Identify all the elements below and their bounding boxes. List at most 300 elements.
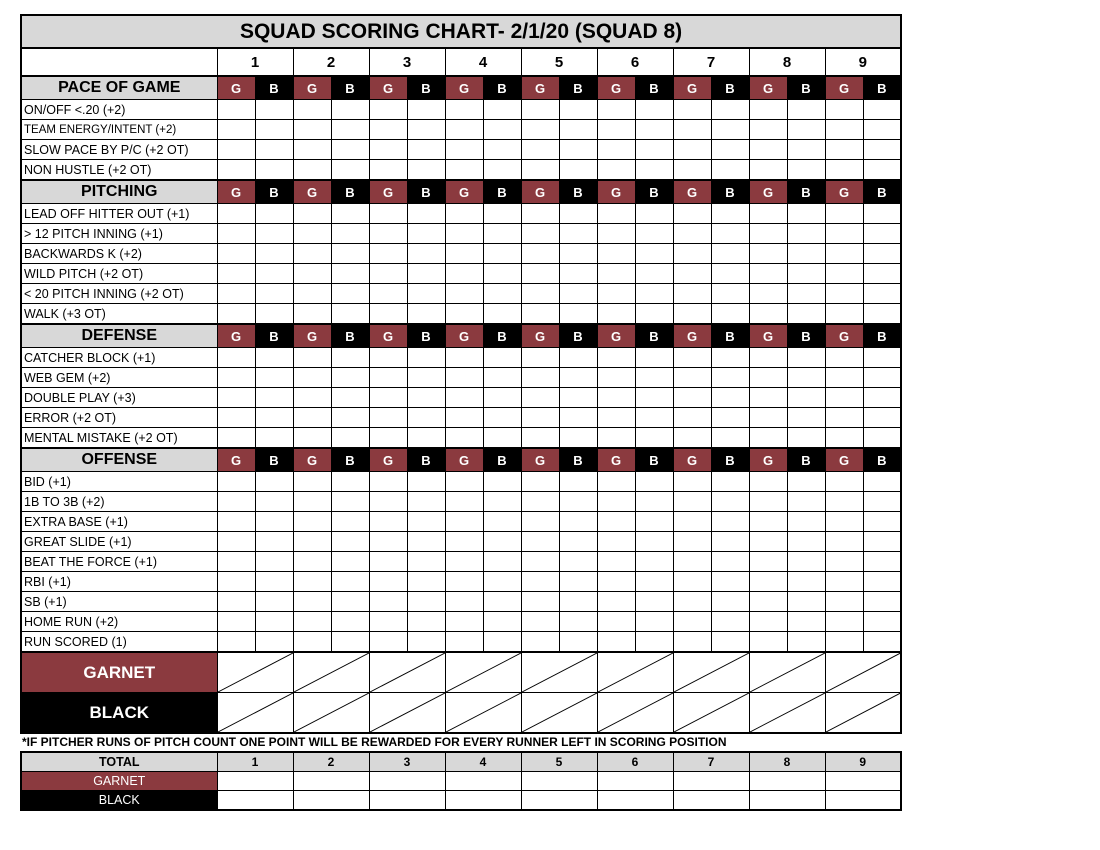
score-cell[interactable] <box>825 160 863 181</box>
total-cell[interactable] <box>521 772 597 791</box>
score-cell[interactable] <box>331 304 369 325</box>
inning-garnet-score-cell[interactable] <box>749 652 825 693</box>
score-cell[interactable] <box>217 572 255 592</box>
score-cell[interactable] <box>787 304 825 325</box>
score-cell[interactable] <box>635 160 673 181</box>
score-cell[interactable] <box>255 204 293 224</box>
score-cell[interactable] <box>483 284 521 304</box>
score-cell[interactable] <box>521 472 559 492</box>
score-cell[interactable] <box>711 244 749 264</box>
score-cell[interactable] <box>445 592 483 612</box>
score-cell[interactable] <box>559 120 597 140</box>
score-cell[interactable] <box>787 532 825 552</box>
score-cell[interactable] <box>331 120 369 140</box>
inning-garnet-score-cell[interactable] <box>597 652 673 693</box>
score-cell[interactable] <box>445 512 483 532</box>
score-cell[interactable] <box>597 388 635 408</box>
score-cell[interactable] <box>787 100 825 120</box>
score-cell[interactable] <box>711 492 749 512</box>
score-cell[interactable] <box>559 368 597 388</box>
score-cell[interactable] <box>825 304 863 325</box>
score-cell[interactable] <box>863 632 901 653</box>
score-cell[interactable] <box>825 264 863 284</box>
score-cell[interactable] <box>635 472 673 492</box>
score-cell[interactable] <box>521 492 559 512</box>
score-cell[interactable] <box>255 612 293 632</box>
score-cell[interactable] <box>255 284 293 304</box>
score-cell[interactable] <box>293 160 331 181</box>
score-cell[interactable] <box>749 224 787 244</box>
inning-black-score-cell[interactable] <box>673 693 749 734</box>
score-cell[interactable] <box>863 552 901 572</box>
score-cell[interactable] <box>483 348 521 368</box>
total-cell[interactable] <box>749 772 825 791</box>
score-cell[interactable] <box>597 552 635 572</box>
score-cell[interactable] <box>635 428 673 449</box>
inning-black-score-cell[interactable] <box>597 693 673 734</box>
score-cell[interactable] <box>293 204 331 224</box>
score-cell[interactable] <box>521 532 559 552</box>
score-cell[interactable] <box>369 532 407 552</box>
score-cell[interactable] <box>749 572 787 592</box>
score-cell[interactable] <box>445 552 483 572</box>
score-cell[interactable] <box>597 204 635 224</box>
score-cell[interactable] <box>293 428 331 449</box>
score-cell[interactable] <box>559 224 597 244</box>
score-cell[interactable] <box>293 368 331 388</box>
score-cell[interactable] <box>825 368 863 388</box>
score-cell[interactable] <box>445 612 483 632</box>
total-cell[interactable] <box>521 791 597 811</box>
score-cell[interactable] <box>407 408 445 428</box>
inning-garnet-score-cell[interactable] <box>217 652 293 693</box>
score-cell[interactable] <box>825 472 863 492</box>
score-cell[interactable] <box>407 388 445 408</box>
score-cell[interactable] <box>293 264 331 284</box>
score-cell[interactable] <box>331 532 369 552</box>
score-cell[interactable] <box>749 532 787 552</box>
score-cell[interactable] <box>711 572 749 592</box>
score-cell[interactable] <box>293 140 331 160</box>
score-cell[interactable] <box>331 160 369 181</box>
score-cell[interactable] <box>407 140 445 160</box>
score-cell[interactable] <box>825 204 863 224</box>
score-cell[interactable] <box>711 204 749 224</box>
score-cell[interactable] <box>711 612 749 632</box>
score-cell[interactable] <box>749 140 787 160</box>
score-cell[interactable] <box>673 264 711 284</box>
score-cell[interactable] <box>559 512 597 532</box>
score-cell[interactable] <box>749 368 787 388</box>
score-cell[interactable] <box>749 160 787 181</box>
score-cell[interactable] <box>255 244 293 264</box>
score-cell[interactable] <box>863 388 901 408</box>
score-cell[interactable] <box>863 264 901 284</box>
score-cell[interactable] <box>749 512 787 532</box>
score-cell[interactable] <box>673 348 711 368</box>
score-cell[interactable] <box>635 368 673 388</box>
score-cell[interactable] <box>293 284 331 304</box>
score-cell[interactable] <box>293 512 331 532</box>
total-cell[interactable] <box>825 772 901 791</box>
total-cell[interactable] <box>673 772 749 791</box>
score-cell[interactable] <box>407 304 445 325</box>
score-cell[interactable] <box>787 348 825 368</box>
score-cell[interactable] <box>863 428 901 449</box>
total-cell[interactable] <box>749 791 825 811</box>
score-cell[interactable] <box>711 512 749 532</box>
score-cell[interactable] <box>825 632 863 653</box>
score-cell[interactable] <box>521 204 559 224</box>
score-cell[interactable] <box>673 612 711 632</box>
score-cell[interactable] <box>407 472 445 492</box>
score-cell[interactable] <box>369 348 407 368</box>
score-cell[interactable] <box>711 552 749 572</box>
score-cell[interactable] <box>863 140 901 160</box>
score-cell[interactable] <box>597 612 635 632</box>
score-cell[interactable] <box>521 388 559 408</box>
score-cell[interactable] <box>597 264 635 284</box>
score-cell[interactable] <box>825 532 863 552</box>
inning-garnet-score-cell[interactable] <box>445 652 521 693</box>
inning-garnet-score-cell[interactable] <box>369 652 445 693</box>
score-cell[interactable] <box>863 532 901 552</box>
score-cell[interactable] <box>825 120 863 140</box>
score-cell[interactable] <box>255 348 293 368</box>
score-cell[interactable] <box>863 120 901 140</box>
score-cell[interactable] <box>749 304 787 325</box>
score-cell[interactable] <box>711 472 749 492</box>
score-cell[interactable] <box>407 368 445 388</box>
score-cell[interactable] <box>749 120 787 140</box>
score-cell[interactable] <box>787 472 825 492</box>
inning-garnet-score-cell[interactable] <box>825 652 901 693</box>
score-cell[interactable] <box>217 140 255 160</box>
score-cell[interactable] <box>255 492 293 512</box>
score-cell[interactable] <box>559 572 597 592</box>
score-cell[interactable] <box>559 204 597 224</box>
score-cell[interactable] <box>559 160 597 181</box>
total-cell[interactable] <box>293 791 369 811</box>
score-cell[interactable] <box>825 492 863 512</box>
score-cell[interactable] <box>331 512 369 532</box>
score-cell[interactable] <box>635 244 673 264</box>
score-cell[interactable] <box>673 224 711 244</box>
inning-black-score-cell[interactable] <box>825 693 901 734</box>
score-cell[interactable] <box>521 612 559 632</box>
score-cell[interactable] <box>559 100 597 120</box>
score-cell[interactable] <box>787 120 825 140</box>
score-cell[interactable] <box>521 368 559 388</box>
score-cell[interactable] <box>863 572 901 592</box>
score-cell[interactable] <box>255 388 293 408</box>
score-cell[interactable] <box>331 224 369 244</box>
score-cell[interactable] <box>255 304 293 325</box>
score-cell[interactable] <box>749 284 787 304</box>
score-cell[interactable] <box>825 572 863 592</box>
score-cell[interactable] <box>369 264 407 284</box>
inning-black-score-cell[interactable] <box>521 693 597 734</box>
score-cell[interactable] <box>445 120 483 140</box>
score-cell[interactable] <box>407 224 445 244</box>
score-cell[interactable] <box>597 532 635 552</box>
score-cell[interactable] <box>255 592 293 612</box>
score-cell[interactable] <box>293 532 331 552</box>
score-cell[interactable] <box>445 492 483 512</box>
score-cell[interactable] <box>559 428 597 449</box>
score-cell[interactable] <box>635 592 673 612</box>
score-cell[interactable] <box>217 408 255 428</box>
score-cell[interactable] <box>673 244 711 264</box>
score-cell[interactable] <box>635 100 673 120</box>
score-cell[interactable] <box>711 264 749 284</box>
score-cell[interactable] <box>331 264 369 284</box>
score-cell[interactable] <box>483 472 521 492</box>
score-cell[interactable] <box>711 632 749 653</box>
score-cell[interactable] <box>369 552 407 572</box>
score-cell[interactable] <box>217 244 255 264</box>
score-cell[interactable] <box>635 632 673 653</box>
score-cell[interactable] <box>369 120 407 140</box>
score-cell[interactable] <box>483 160 521 181</box>
score-cell[interactable] <box>217 348 255 368</box>
score-cell[interactable] <box>787 408 825 428</box>
score-cell[interactable] <box>635 388 673 408</box>
score-cell[interactable] <box>255 224 293 244</box>
score-cell[interactable] <box>483 612 521 632</box>
score-cell[interactable] <box>369 368 407 388</box>
score-cell[interactable] <box>293 612 331 632</box>
score-cell[interactable] <box>217 100 255 120</box>
score-cell[interactable] <box>293 552 331 572</box>
score-cell[interactable] <box>559 532 597 552</box>
score-cell[interactable] <box>369 632 407 653</box>
score-cell[interactable] <box>483 140 521 160</box>
score-cell[interactable] <box>825 140 863 160</box>
score-cell[interactable] <box>331 348 369 368</box>
score-cell[interactable] <box>749 632 787 653</box>
score-cell[interactable] <box>293 472 331 492</box>
score-cell[interactable] <box>559 552 597 572</box>
score-cell[interactable] <box>369 160 407 181</box>
total-cell[interactable] <box>597 772 673 791</box>
score-cell[interactable] <box>863 304 901 325</box>
score-cell[interactable] <box>673 592 711 612</box>
score-cell[interactable] <box>787 224 825 244</box>
score-cell[interactable] <box>483 100 521 120</box>
score-cell[interactable] <box>749 428 787 449</box>
score-cell[interactable] <box>255 472 293 492</box>
score-cell[interactable] <box>673 552 711 572</box>
score-cell[interactable] <box>521 592 559 612</box>
score-cell[interactable] <box>863 284 901 304</box>
score-cell[interactable] <box>217 388 255 408</box>
score-cell[interactable] <box>217 284 255 304</box>
score-cell[interactable] <box>293 492 331 512</box>
score-cell[interactable] <box>787 612 825 632</box>
score-cell[interactable] <box>483 264 521 284</box>
score-cell[interactable] <box>407 428 445 449</box>
score-cell[interactable] <box>711 388 749 408</box>
score-cell[interactable] <box>217 368 255 388</box>
score-cell[interactable] <box>749 204 787 224</box>
score-cell[interactable] <box>749 388 787 408</box>
score-cell[interactable] <box>331 632 369 653</box>
score-cell[interactable] <box>407 632 445 653</box>
score-cell[interactable] <box>635 348 673 368</box>
score-cell[interactable] <box>369 204 407 224</box>
score-cell[interactable] <box>217 592 255 612</box>
score-cell[interactable] <box>559 592 597 612</box>
score-cell[interactable] <box>711 304 749 325</box>
score-cell[interactable] <box>445 100 483 120</box>
score-cell[interactable] <box>749 264 787 284</box>
score-cell[interactable] <box>597 368 635 388</box>
score-cell[interactable] <box>787 552 825 572</box>
score-cell[interactable] <box>483 492 521 512</box>
score-cell[interactable] <box>673 100 711 120</box>
score-cell[interactable] <box>825 428 863 449</box>
score-cell[interactable] <box>825 244 863 264</box>
score-cell[interactable] <box>217 304 255 325</box>
score-cell[interactable] <box>559 472 597 492</box>
total-cell[interactable] <box>217 791 293 811</box>
score-cell[interactable] <box>255 264 293 284</box>
score-cell[interactable] <box>863 160 901 181</box>
score-cell[interactable] <box>711 428 749 449</box>
score-cell[interactable] <box>255 572 293 592</box>
score-cell[interactable] <box>749 492 787 512</box>
score-cell[interactable] <box>217 492 255 512</box>
score-cell[interactable] <box>673 284 711 304</box>
score-cell[interactable] <box>483 532 521 552</box>
score-cell[interactable] <box>597 572 635 592</box>
score-cell[interactable] <box>445 284 483 304</box>
score-cell[interactable] <box>407 244 445 264</box>
score-cell[interactable] <box>787 204 825 224</box>
score-cell[interactable] <box>293 244 331 264</box>
score-cell[interactable] <box>407 100 445 120</box>
score-cell[interactable] <box>673 492 711 512</box>
score-cell[interactable] <box>673 632 711 653</box>
score-cell[interactable] <box>521 428 559 449</box>
score-cell[interactable] <box>407 204 445 224</box>
score-cell[interactable] <box>521 284 559 304</box>
score-cell[interactable] <box>445 304 483 325</box>
total-cell[interactable] <box>217 772 293 791</box>
score-cell[interactable] <box>597 632 635 653</box>
score-cell[interactable] <box>331 572 369 592</box>
score-cell[interactable] <box>331 368 369 388</box>
score-cell[interactable] <box>673 140 711 160</box>
score-cell[interactable] <box>407 552 445 572</box>
score-cell[interactable] <box>635 552 673 572</box>
score-cell[interactable] <box>217 512 255 532</box>
score-cell[interactable] <box>521 264 559 284</box>
score-cell[interactable] <box>445 224 483 244</box>
score-cell[interactable] <box>255 140 293 160</box>
score-cell[interactable] <box>749 244 787 264</box>
score-cell[interactable] <box>787 140 825 160</box>
score-cell[interactable] <box>863 612 901 632</box>
score-cell[interactable] <box>369 244 407 264</box>
score-cell[interactable] <box>369 388 407 408</box>
score-cell[interactable] <box>255 160 293 181</box>
score-cell[interactable] <box>521 160 559 181</box>
score-cell[interactable] <box>863 204 901 224</box>
score-cell[interactable] <box>787 512 825 532</box>
inning-black-score-cell[interactable] <box>217 693 293 734</box>
score-cell[interactable] <box>711 160 749 181</box>
inning-garnet-score-cell[interactable] <box>521 652 597 693</box>
score-cell[interactable] <box>369 428 407 449</box>
score-cell[interactable] <box>293 304 331 325</box>
score-cell[interactable] <box>217 428 255 449</box>
score-cell[interactable] <box>635 304 673 325</box>
score-cell[interactable] <box>787 572 825 592</box>
score-cell[interactable] <box>217 224 255 244</box>
score-cell[interactable] <box>331 492 369 512</box>
score-cell[interactable] <box>217 532 255 552</box>
score-cell[interactable] <box>407 284 445 304</box>
score-cell[interactable] <box>825 388 863 408</box>
score-cell[interactable] <box>331 388 369 408</box>
score-cell[interactable] <box>369 100 407 120</box>
score-cell[interactable] <box>825 348 863 368</box>
score-cell[interactable] <box>711 140 749 160</box>
score-cell[interactable] <box>787 592 825 612</box>
score-cell[interactable] <box>673 472 711 492</box>
inning-black-score-cell[interactable] <box>749 693 825 734</box>
score-cell[interactable] <box>749 552 787 572</box>
score-cell[interactable] <box>255 512 293 532</box>
score-cell[interactable] <box>559 388 597 408</box>
score-cell[interactable] <box>597 224 635 244</box>
score-cell[interactable] <box>293 224 331 244</box>
score-cell[interactable] <box>331 612 369 632</box>
score-cell[interactable] <box>673 408 711 428</box>
score-cell[interactable] <box>331 428 369 449</box>
score-cell[interactable] <box>711 120 749 140</box>
score-cell[interactable] <box>673 428 711 449</box>
score-cell[interactable] <box>825 552 863 572</box>
score-cell[interactable] <box>521 552 559 572</box>
score-cell[interactable] <box>217 552 255 572</box>
score-cell[interactable] <box>787 160 825 181</box>
total-cell[interactable] <box>369 772 445 791</box>
score-cell[interactable] <box>483 552 521 572</box>
score-cell[interactable] <box>483 572 521 592</box>
score-cell[interactable] <box>255 632 293 653</box>
score-cell[interactable] <box>635 204 673 224</box>
score-cell[interactable] <box>445 572 483 592</box>
score-cell[interactable] <box>407 264 445 284</box>
score-cell[interactable] <box>483 512 521 532</box>
score-cell[interactable] <box>217 120 255 140</box>
score-cell[interactable] <box>369 472 407 492</box>
score-cell[interactable] <box>331 472 369 492</box>
score-cell[interactable] <box>255 532 293 552</box>
score-cell[interactable] <box>787 388 825 408</box>
score-cell[interactable] <box>407 512 445 532</box>
score-cell[interactable] <box>635 284 673 304</box>
score-cell[interactable] <box>445 140 483 160</box>
score-cell[interactable] <box>293 348 331 368</box>
score-cell[interactable] <box>749 348 787 368</box>
score-cell[interactable] <box>483 120 521 140</box>
score-cell[interactable] <box>673 368 711 388</box>
score-cell[interactable] <box>863 592 901 612</box>
